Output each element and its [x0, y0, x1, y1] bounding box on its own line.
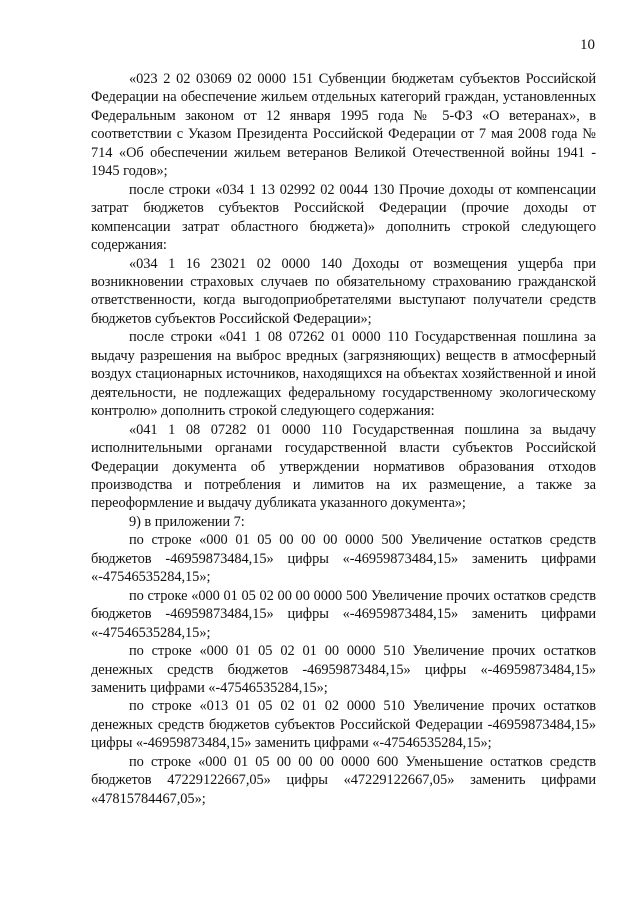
paragraph-insert-041: «041 1 08 07282 01 0000 110 Государственная пошлина за выдачу исполнительными органами государственной власти субъектов Российской Федерации документа об утверждении нормативов образования отходов производства и потребления и лимитов на их размещение, а также за переоформление и выдачу дубликата указанного документа»; — [91, 421, 596, 512]
page-number: 10 — [580, 37, 595, 53]
paragraph-after-line-041: после строки «041 1 08 07262 01 0000 110 Государственная пошлина за выдачу разрешения на выброс вредных (загрязняющих) веществ в атмосферный воздух стационарных источников, находящихся на объектах хозяйственной и иной деятельности, не подлежащих федеральному государственному экологическому контролю» дополнить строкой следующего содержания: — [91, 329, 596, 420]
paragraph-line-000-500: по строке «000 01 05 00 00 00 0000 500 Увеличение остатков средств бюджетов -46959873484,15» цифры «-46959873484,15» заменить цифрами «-47546535284,15»; — [91, 532, 596, 586]
paragraph-line-013-510: по строке «013 01 05 02 01 02 0000 510 Увеличение прочих остатков денежных средств бюджетов субъектов Российской Федерации -46959873484,15» цифры «-46959873484,15» заменить цифрами «-47546535284,15»; — [91, 698, 596, 752]
paragraph-line-000-600: по строке «000 01 05 00 00 00 0000 600 Уменьшение остатков средств бюджетов 47229122667,05» цифры «47229122667,05» заменить цифрами «47815784467,05»; — [91, 753, 596, 807]
paragraph-line-000-0201-510: по строке «000 01 05 02 01 00 0000 510 Увеличение прочих остатков денежных средств бюджетов -46959873484,15» цифры «-46959873484,15» заменить цифрами «-47546535284,15»; — [91, 643, 596, 696]
paragraph-insert-034: «034 1 16 23021 02 0000 140 Доходы от возмещения ущерба при возникновении страховых случаев по обязательному страхованию гражданской ответственности, когда выгодоприобретателями выступают получатели средств бюджетов субъектов Российской Федерации»; — [91, 255, 596, 327]
document-body — [91, 70, 596, 808]
paragraph-subvention-023: «023 2 02 03069 02 0000 151 Субвенции бюджетам субъектов Российской Федерации на обеспечение жильем отдельных категорий граждан, установленных Федеральным законом от 12 января 1995 года № 5-ФЗ «О ветеранах», в соответствии с Указом Президента Российской Федерации от 7 мая 2008 года № 714 «Об обеспечении жильем ветеранов Великой Отечественной войны 1941 - 1945 годов»; — [91, 71, 596, 180]
paragraph-after-line-034: после строки «034 1 13 02992 02 0044 130 Прочие доходы от компенсации затрат бюджетов субъектов Российской Федерации (прочие доходы от компенсации затрат областного бюджета)» дополнить строкой следующего содержания: — [91, 181, 596, 254]
paragraph-appendix-7-heading: 9) в приложении 7: — [129, 513, 245, 530]
paragraph-line-000-0200-500: по строке «000 01 05 02 00 00 0000 500 Увеличение прочих остатков средств бюджетов -46959873484,15» цифры «-46959873484,15» заменить цифрами «-47546535284,15»; — [91, 587, 596, 641]
